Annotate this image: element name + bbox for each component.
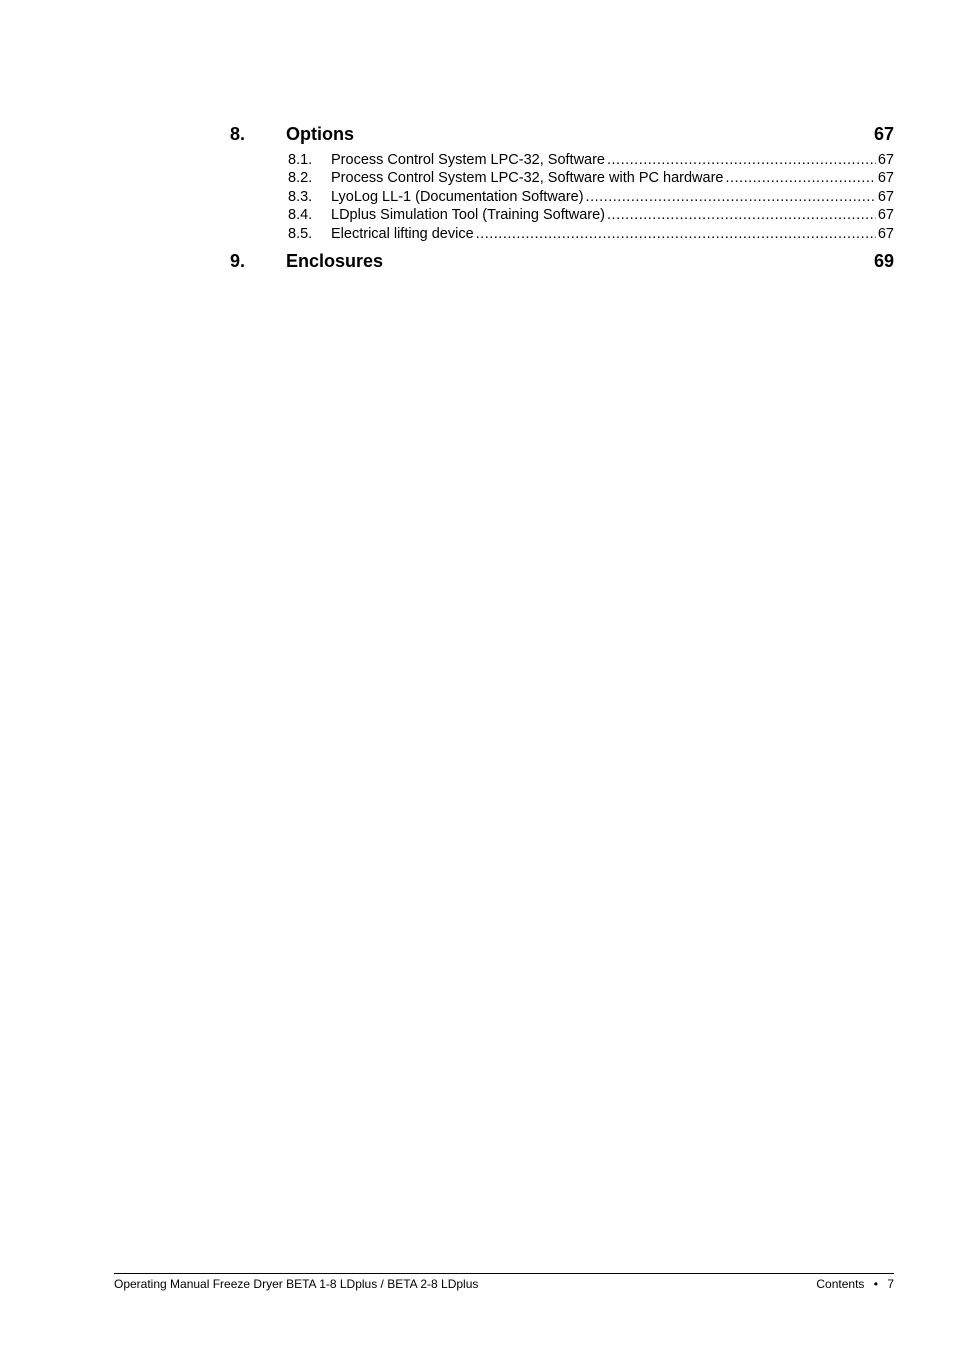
entry-number: 8.5. [288,225,313,242]
entry-page: 67 [877,225,894,242]
footer-page-info [810,1277,894,1292]
toc-chapter-options[interactable] [230,122,894,146]
toc-entries-options [288,151,894,243]
dot-leader [607,151,876,169]
footer-section: Contents [816,1277,865,1291]
toc-entry[interactable] [288,206,894,224]
table-of-contents [230,122,894,273]
entry-title: Electrical lifting device [331,225,474,242]
chapter-title: Options [286,124,354,144]
entry-title: Process Control System LPC-32, Software [331,152,605,168]
entry-title: Process Control System LPC-32, Software with PC hardware [331,170,724,187]
dot-leader [725,169,875,187]
entry-number: 8.2. [288,170,313,187]
footer-document-title: Operating Manual Freeze Dryer BETA 1-8 LDplus / BETA 2-8 LDplus [114,1277,479,1291]
entry-title: LyoLog LL-1 (Documentation Software) [331,188,584,205]
entry-page: 67 [877,170,894,187]
toc-entry[interactable] [288,188,894,206]
chapter-page: 69 [873,250,894,271]
entry-number: 8.4. [288,207,313,224]
toc-entry[interactable] [288,225,894,243]
entry-number: 8.3. [288,188,313,205]
chapter-number: 8. [230,124,246,144]
toc-entry[interactable] [288,151,894,169]
chapter-title: Enclosures [286,250,384,271]
dot-leader [586,188,876,206]
chapter-number: 9. [230,250,246,271]
toc-chapter-enclosures[interactable] [230,249,894,273]
entry-title: LDplus Simulation Tool (Training Software) [331,207,606,224]
chapter-page: 67 [873,124,894,144]
entry-page: 67 [877,188,894,205]
footer-page-number: 7 [887,1277,894,1291]
footer-bullet: • [873,1277,878,1291]
entry-number: 8.1. [288,152,313,168]
entry-page: 67 [877,152,894,168]
dot-leader [476,225,876,243]
dot-leader [607,206,876,224]
toc-entry[interactable] [288,169,894,187]
entry-page: 67 [877,207,894,224]
page-footer [114,1273,894,1292]
